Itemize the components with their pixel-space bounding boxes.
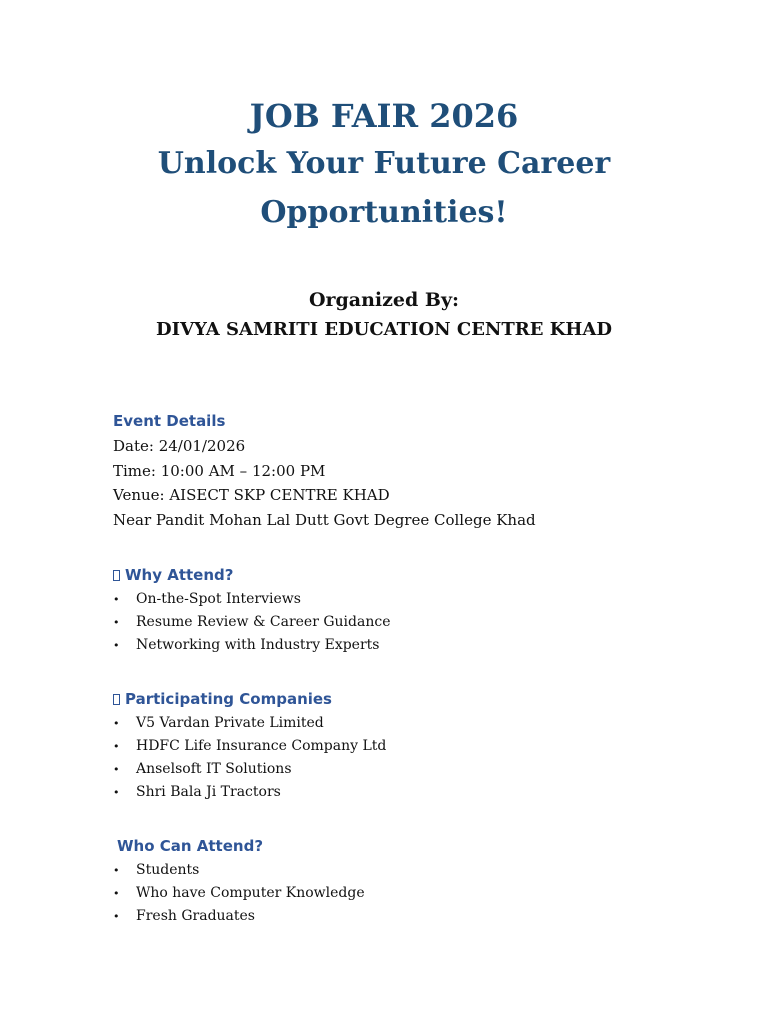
missing-emoji-icon xyxy=(113,694,120,705)
list-item xyxy=(113,758,386,781)
event-details-heading xyxy=(113,410,225,432)
companies-heading xyxy=(113,688,332,710)
why-attend-heading xyxy=(113,564,233,586)
list-item xyxy=(113,859,365,882)
organizer-name: DIVYA SAMRITI EDUCATION CENTRE KHAD xyxy=(156,319,612,340)
list-item-text: Anselsoft IT Solutions xyxy=(136,761,292,777)
organizer-block xyxy=(0,286,768,346)
bullet-icon: • xyxy=(113,763,120,776)
bullet-icon: • xyxy=(113,616,120,629)
who-can-attend-heading xyxy=(117,835,263,857)
list-item xyxy=(113,634,390,657)
bullet-icon: • xyxy=(113,593,120,606)
bullet-icon: • xyxy=(113,910,120,923)
organizer-label: Organized By: xyxy=(308,289,460,311)
list-item xyxy=(113,712,386,735)
list-item xyxy=(113,588,390,611)
why-attend-heading-text: Why Attend? xyxy=(125,566,234,584)
title-line-1: JOB FAIR 2026 xyxy=(249,97,519,135)
event-venue: Venue: AISECT SKP CENTRE KHAD xyxy=(113,486,390,504)
title-line-2: Unlock Your Future Career xyxy=(157,146,611,181)
list-item-text: V5 Vardan Private Limited xyxy=(136,715,324,731)
list-item-text: Resume Review & Career Guidance xyxy=(136,614,391,630)
list-item-text: On-the-Spot Interviews xyxy=(136,591,301,607)
who-can-attend-heading-text: Who Can Attend? xyxy=(117,837,264,855)
event-details-heading-text: Event Details xyxy=(113,412,226,430)
list-item-text: Shri Bala Ji Tractors xyxy=(136,784,281,800)
missing-emoji-icon xyxy=(113,570,120,581)
list-item-text: Fresh Graduates xyxy=(136,908,255,924)
why-attend-list xyxy=(113,588,390,657)
list-item xyxy=(113,882,365,905)
list-item-text: Students xyxy=(136,862,200,878)
event-time: Time: 10:00 AM – 12:00 PM xyxy=(113,461,326,480)
companies-heading-text: Participating Companies xyxy=(125,690,332,708)
bullet-icon: • xyxy=(113,786,120,799)
event-details-text xyxy=(113,434,536,532)
list-item xyxy=(113,611,390,634)
bullet-icon: • xyxy=(113,864,120,877)
list-item xyxy=(113,735,386,758)
title-line-3: Opportunities! xyxy=(260,195,508,230)
bullet-icon: • xyxy=(113,887,120,900)
list-item-text: Who have Computer Knowledge xyxy=(136,885,365,901)
list-item-text: Networking with Industry Experts xyxy=(136,637,380,653)
list-item xyxy=(113,905,365,928)
bullet-icon: • xyxy=(113,740,120,753)
bullet-icon: • xyxy=(113,717,120,730)
companies-list xyxy=(113,712,386,804)
title-block xyxy=(0,93,768,237)
who-can-attend-list xyxy=(113,859,365,928)
bullet-icon: • xyxy=(113,639,120,652)
event-venue-landmark: Near Pandit Mohan Lal Dutt Govt Degree College Khad xyxy=(113,510,536,529)
list-item-text: HDFC Life Insurance Company Ltd xyxy=(136,738,387,754)
list-item xyxy=(113,781,386,804)
event-date: Date: 24/01/2026 xyxy=(113,437,246,455)
